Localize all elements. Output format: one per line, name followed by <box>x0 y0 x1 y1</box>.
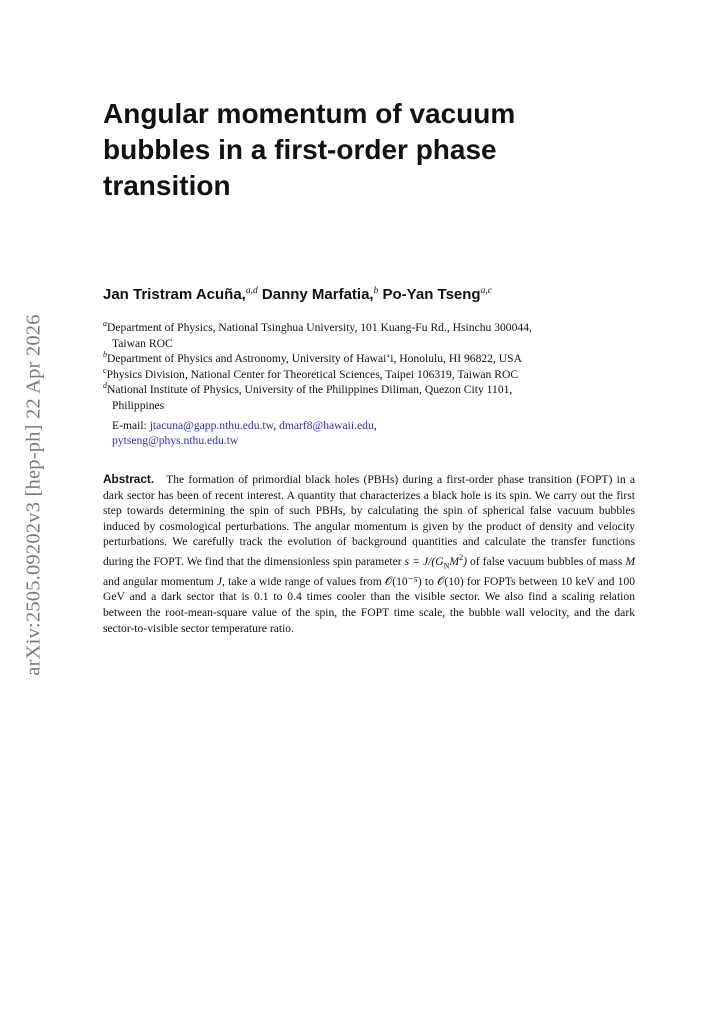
author-affiliation-marker: a,d <box>245 286 258 296</box>
affiliation-text: Department of Physics and Astronomy, University of Hawai‘i, Honolulu, HI 96822, USA <box>107 352 522 366</box>
affiliation-c <box>103 367 635 383</box>
paper-title <box>103 96 573 204</box>
affiliation-text: National Institute of Physics, University of the Philippines Diliman, Quezon City 1101, <box>107 383 513 397</box>
affiliation-d <box>103 382 635 413</box>
author-affiliation-marker: b <box>373 286 379 296</box>
email-link[interactable]: dmarf8@hawaii.edu <box>279 418 374 432</box>
abstract-text: , take a wide range of values from 𝒪(10⁻⁵) to 𝒪(10) for FOPTs between 10 keV and 100 GeV and a dark sector that is 0.1 to 0.4 times cooler than the visible sector. We also find a scaling relation between the root-mean-square value of the spin, the FOPT time scale, the bubble wall velocity, and the dark sector-to-visible sector temperature ratio. <box>103 574 635 635</box>
author-list <box>103 286 492 303</box>
affiliation-text: Department of Physics, National Tsinghua University, 101 Kuang-Fu Rd., Hsinchu 300044, <box>107 321 532 334</box>
title-line: transition <box>103 170 231 201</box>
affiliation-marker: a <box>103 319 107 329</box>
abstract-text: and angular momentum <box>103 574 214 588</box>
abstract <box>103 472 635 636</box>
spin-formula: $s = J/(G_NM^2)$ <box>404 552 467 571</box>
abstract-text: of false vacuum bubbles of mass <box>470 554 623 568</box>
title-line: bubbles in a first-order phase <box>103 134 497 165</box>
affiliation-marker: d <box>103 381 107 391</box>
email-label: E-mail: <box>112 418 147 432</box>
mass-symbol: M <box>625 554 635 568</box>
affiliation-b <box>103 351 635 367</box>
affiliation-a <box>103 320 635 351</box>
affiliation-text-continued: Philippines <box>112 398 165 412</box>
affiliations <box>103 320 635 449</box>
affiliation-marker: b <box>103 350 107 360</box>
email-link[interactable]: jtacuna@gapp.nthu.edu.tw <box>149 418 274 432</box>
arxiv-identifier: arXiv:2505.09202v3 [hep-ph] 22 Apr 2026 <box>22 314 45 676</box>
affiliation-text-continued: Taiwan ROC <box>112 336 173 350</box>
email-link[interactable]: pytseng@phys.nthu.edu.tw <box>112 434 239 448</box>
affiliation-text: Physics Division, National Center for Theoretical Sciences, Taipei 106319, Taiwan ROC <box>106 367 519 381</box>
abstract-text: The formation of primordial black holes (PBHs) during a first-order phase transition (FOPT) in a dark sector has been of recent interest. A quantity that characterizes a black hole is its spin. We carry out the first step towards determining the spin of such PBHs, by calculating the spin of spherical false vacuum bubbles induced by cosmological perturbations. The angular momentum is given by the product of density and velocity perturbations. We carefully track the evolution of background quantities and calculate the transfer functions during the FOPT. We find that the dimensionless spin parameter <box>103 473 635 568</box>
affiliation-marker: c <box>103 365 107 375</box>
email-block: E-mail: jtacuna@gapp.nthu.edu.tw, dmarf8@hawaii.edu, pytseng@phys.nthu.edu.tw <box>112 418 377 448</box>
author-name: Danny Marfatia, <box>261 286 374 303</box>
author-name: Po-Yan Tseng <box>382 286 481 303</box>
author-name: Jan Tristram Acuña, <box>103 286 246 303</box>
title-line: Angular momentum of vacuum <box>103 98 516 129</box>
author-affiliation-marker: a,c <box>480 286 492 296</box>
abstract-label: Abstract. <box>103 472 155 486</box>
angular-momentum-symbol: J <box>216 574 223 588</box>
